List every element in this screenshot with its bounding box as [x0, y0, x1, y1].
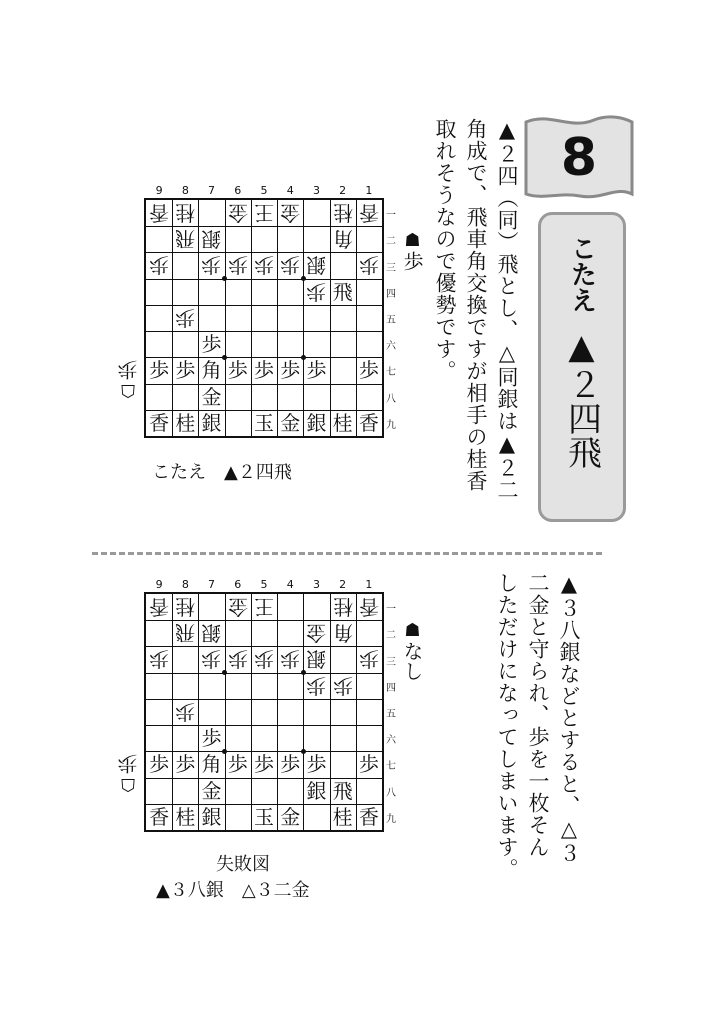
sente-piece: 歩	[201, 332, 222, 357]
rank-label: 八	[386, 787, 396, 799]
file-label: 2	[339, 184, 347, 197]
file-label: 3	[312, 184, 320, 197]
rank-label: 三	[386, 656, 396, 668]
failure-line-3: しただけになってしまいます。	[495, 572, 519, 880]
grid-line	[225, 594, 226, 830]
answer-panel	[538, 212, 626, 522]
file-label: 7	[208, 578, 216, 591]
sente-piece: 歩	[201, 726, 222, 751]
gote-piece: 桂	[175, 201, 196, 226]
rank-label: 二	[386, 236, 396, 248]
problem-number: 8	[560, 128, 598, 188]
sente-piece: 香	[358, 410, 379, 435]
sente-piece: 香	[149, 804, 170, 829]
grid-line	[303, 200, 304, 436]
gote-piece: 銀	[306, 647, 327, 672]
failure-line-1: ▲３八銀などとすると、△３	[557, 572, 581, 864]
sente-piece: 銀	[306, 778, 327, 803]
file-label: 4	[286, 578, 294, 591]
failure-line-2: 二金と守られ、歩を一枚そん	[526, 572, 550, 858]
sente-piece: 歩	[175, 752, 196, 777]
sente-piece: 歩	[253, 752, 274, 777]
sente-piece: 桂	[175, 804, 196, 829]
sente-piece: 銀	[201, 410, 222, 435]
file-label: 1	[365, 184, 373, 197]
rank-label: 六	[386, 735, 396, 747]
grid-line	[277, 594, 278, 830]
sente-piece: 歩	[280, 358, 301, 383]
sente-piece: 金	[201, 778, 222, 803]
gote-piece: 銀	[201, 621, 222, 646]
sente-piece: 銀	[201, 804, 222, 829]
grid-line	[251, 200, 252, 436]
gote-piece: 歩	[175, 305, 196, 330]
sente-piece-icon: ☗	[404, 230, 421, 251]
gote-piece: 歩	[332, 673, 353, 698]
file-label: 6	[234, 578, 242, 591]
rank-label: 五	[386, 709, 396, 720]
explanation-line-2: 角成で、飛車角交換ですが相手の桂香	[464, 118, 488, 492]
rank-label: 五	[386, 315, 396, 326]
sente-piece: 金	[280, 410, 301, 435]
rank-label: 四	[386, 682, 396, 694]
file-label: 5	[260, 184, 268, 197]
gote-piece: 香	[149, 595, 170, 620]
sente-piece: 歩	[306, 358, 327, 383]
answer-heading: こたえ	[566, 235, 597, 313]
grid-line	[146, 384, 382, 385]
gote-piece: 王	[253, 595, 274, 620]
gote-piece: 歩	[227, 253, 248, 278]
gote-piece: 歩	[358, 253, 379, 278]
sente-piece: 金	[280, 804, 301, 829]
gote-piece: 歩	[306, 673, 327, 698]
file-label: 5	[260, 578, 268, 591]
gote-piece: 金	[227, 201, 248, 226]
gote-piece: 香	[358, 595, 379, 620]
grid-line	[225, 200, 226, 436]
rank-label: 九	[386, 419, 396, 431]
sente-piece: 玉	[253, 410, 274, 435]
gote-piece: 金	[306, 621, 327, 646]
sente-piece: 桂	[175, 410, 196, 435]
gote-piece: 角	[332, 621, 353, 646]
answer-caption: こたえ ▲２四飛	[152, 462, 292, 483]
gote-piece: 歩	[280, 647, 301, 672]
gote-hand-failure	[114, 754, 143, 795]
failure-caption-moves: ▲３八銀 △３二金	[156, 880, 310, 901]
sente-piece: 飛	[332, 778, 353, 803]
gote-piece: 歩	[201, 647, 222, 672]
gote-piece-icon: ☖	[120, 380, 137, 401]
sente-piece: 歩	[227, 358, 248, 383]
gote-piece: 角	[332, 227, 353, 252]
sente-piece: 角	[201, 358, 222, 383]
sente-piece: 桂	[332, 804, 353, 829]
explanation-line-3: 取れそうなので優勢です。	[433, 118, 457, 382]
rank-label: 八	[386, 393, 396, 405]
sente-piece: 歩	[358, 358, 379, 383]
sente-hand-failure	[398, 620, 427, 681]
gote-piece: 桂	[175, 595, 196, 620]
grid-line	[146, 331, 382, 332]
problem-number-flag	[520, 112, 638, 204]
file-label: 8	[181, 578, 189, 591]
gote-piece: 桂	[332, 595, 353, 620]
file-label: 3	[312, 578, 320, 591]
file-label: 9	[155, 184, 163, 197]
file-label: 1	[365, 578, 373, 591]
gote-piece: 歩	[253, 253, 274, 278]
gote-piece: 歩	[358, 647, 379, 672]
file-label: 8	[181, 184, 189, 197]
gote-piece: 金	[280, 201, 301, 226]
gote-piece: 金	[227, 595, 248, 620]
sente-piece: 歩	[253, 358, 274, 383]
gote-piece: 香	[149, 201, 170, 226]
grid-line	[146, 725, 382, 726]
rank-label: 一	[386, 210, 396, 222]
sente-hand-answer	[398, 230, 427, 271]
sente-piece: 歩	[227, 752, 248, 777]
sente-piece: 玉	[253, 804, 274, 829]
file-label: 2	[339, 578, 347, 591]
gote-hand-pieces: 歩	[117, 360, 141, 380]
gote-piece: 歩	[280, 253, 301, 278]
sente-piece: 角	[201, 752, 222, 777]
gote-hand-answer	[114, 360, 143, 401]
sente-piece: 銀	[306, 410, 327, 435]
gote-piece: 銀	[306, 253, 327, 278]
sente-piece: 香	[149, 410, 170, 435]
gote-piece: 飛	[175, 227, 196, 252]
sente-piece: 歩	[149, 752, 170, 777]
file-label: 6	[234, 184, 242, 197]
gote-piece: 香	[358, 201, 379, 226]
sente-piece: 歩	[149, 358, 170, 383]
board-grid	[144, 592, 384, 832]
sente-piece: 歩	[280, 752, 301, 777]
rank-label: 一	[386, 604, 396, 616]
board-grid	[144, 198, 384, 438]
answer-move: ▲２四飛	[561, 327, 602, 469]
sente-piece: 歩	[358, 752, 379, 777]
sente-piece: 香	[358, 804, 379, 829]
gote-piece: 歩	[175, 699, 196, 724]
gote-piece: 歩	[149, 253, 170, 278]
rank-label: 二	[386, 630, 396, 642]
sente-piece: 金	[201, 384, 222, 409]
gote-piece-icon: ☖	[120, 774, 137, 795]
explanation-line-1: ▲２四（同）飛とし、△同銀は▲２二	[495, 118, 519, 501]
sente-piece: 歩	[306, 752, 327, 777]
rank-label: 九	[386, 813, 396, 825]
sente-piece: 桂	[332, 410, 353, 435]
shogi-board-answer	[120, 184, 400, 444]
sente-piece-icon: ☗	[404, 620, 421, 641]
file-label: 9	[155, 578, 163, 591]
gote-piece: 飛	[175, 621, 196, 646]
gote-piece: 歩	[227, 647, 248, 672]
file-label: 4	[286, 184, 294, 197]
grid-line	[277, 200, 278, 436]
gote-piece: 桂	[332, 201, 353, 226]
sente-hand-pieces: 歩	[400, 251, 424, 271]
failure-caption-title: 失敗図	[216, 854, 270, 875]
gote-piece: 歩	[149, 647, 170, 672]
gote-piece: 王	[253, 201, 274, 226]
sente-piece: 歩	[175, 358, 196, 383]
shogi-board-failure	[120, 578, 400, 838]
rank-label: 七	[386, 367, 396, 379]
section-divider	[92, 552, 602, 555]
gote-hand-pieces: 歩	[117, 754, 141, 774]
grid-line	[251, 594, 252, 830]
gote-piece: 歩	[253, 647, 274, 672]
rank-label: 四	[386, 288, 396, 300]
gote-piece: 歩	[306, 279, 327, 304]
sente-piece: 飛	[332, 279, 353, 304]
file-label: 7	[208, 184, 216, 197]
rank-label: 六	[386, 341, 396, 353]
rank-label: 七	[386, 761, 396, 773]
gote-piece: 歩	[201, 253, 222, 278]
sente-hand-pieces: なし	[400, 641, 424, 681]
rank-label: 三	[386, 262, 396, 274]
gote-piece: 銀	[201, 227, 222, 252]
